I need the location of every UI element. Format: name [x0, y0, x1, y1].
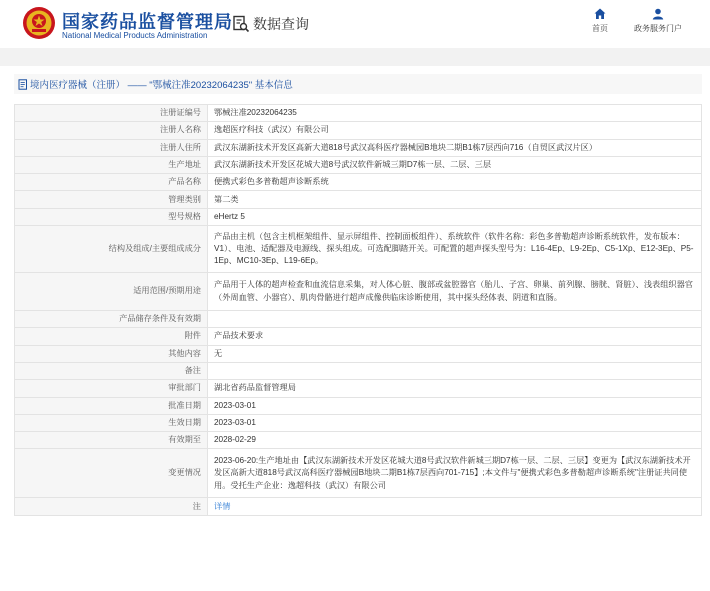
field-label: 变更情况 — [15, 449, 208, 498]
table-row — [15, 105, 702, 122]
header-divider-band — [0, 48, 710, 66]
table-row — [15, 345, 702, 362]
field-value: 无 — [208, 345, 702, 362]
table-row — [15, 122, 702, 139]
table-row — [15, 174, 702, 191]
breadcrumb — [14, 74, 702, 94]
field-value: 武汉东湖新技术开发区高新大道818号武汉高科医疗器械园B地块二期B1栋7层西向716（自贸区武汉片区） — [208, 139, 702, 156]
table-row — [15, 397, 702, 414]
field-value: 产品技术要求 — [208, 328, 702, 345]
table-row — [15, 208, 702, 225]
field-label: 注册证编号 — [15, 105, 208, 122]
table-row — [15, 139, 702, 156]
field-label: 产品储存条件及有效期 — [15, 311, 208, 328]
details-link[interactable]: 详情 — [214, 501, 231, 511]
field-label: 注册人住所 — [15, 139, 208, 156]
field-value: 2023-03-01 — [208, 414, 702, 431]
emblem-logo — [22, 6, 56, 40]
field-value — [208, 498, 702, 515]
field-value: 2023-03-01 — [208, 397, 702, 414]
field-value: eHertz 5 — [208, 208, 702, 225]
field-value: 武汉东湖新技术开发区花城大道8号武汉软件新城三期D7栋一层、二层、三层 — [208, 156, 702, 173]
field-label: 生效日期 — [15, 414, 208, 431]
site-header — [0, 0, 710, 48]
table-row — [15, 449, 702, 498]
field-label: 注册人名称 — [15, 122, 208, 139]
registration-detail-table — [14, 104, 702, 516]
table-row — [15, 362, 702, 379]
table-row — [15, 273, 702, 311]
field-value: 第二类 — [208, 191, 702, 208]
field-label: 有效期至 — [15, 432, 208, 449]
table-row — [15, 498, 702, 515]
nav-service-portal-label: 政务服务门户 — [634, 24, 682, 33]
table-row — [15, 414, 702, 431]
user-icon — [652, 8, 664, 20]
field-label: 结构及组成/主要组成成分 — [15, 226, 208, 273]
field-value — [208, 311, 702, 328]
field-value: 逸超医疗科技（武汉）有限公司 — [208, 122, 702, 139]
table-row — [15, 328, 702, 345]
data-query-title — [232, 14, 309, 34]
nav-home[interactable] — [592, 8, 608, 34]
field-label: 管理类别 — [15, 191, 208, 208]
field-label: 附件 — [15, 328, 208, 345]
table-row — [15, 226, 702, 273]
field-label: 产品名称 — [15, 174, 208, 191]
brand-title: 国家药品监督管理局 — [62, 12, 233, 32]
field-value: 2023-06-20:生产地址由【武汉东湖新技术开发区花城大道8号武汉软件新城三期D7栋一层、二层、三层】变更为【武汉东湖新技术开发区高新大道818号武汉高科医疗器械园B地块二期B1栋7层西向701-715】;本文件与"便携式彩色多普勒超声诊断系统"注册证共同使用。受托生产企业：逸超科技（武汉）有限公司 — [208, 449, 702, 498]
field-value: 便携式彩色多普勒超声诊断系统 — [208, 174, 702, 191]
brand-subtitle: National Medical Products Administration — [62, 31, 208, 40]
table-row — [15, 380, 702, 397]
nav-service-portal[interactable] — [634, 8, 682, 34]
field-label: 适用范围/预期用途 — [15, 273, 208, 311]
home-icon — [594, 8, 606, 20]
field-label: 其他内容 — [15, 345, 208, 362]
table-row — [15, 156, 702, 173]
search-document-icon — [232, 15, 250, 33]
document-icon — [18, 79, 28, 90]
field-label: 生产地址 — [15, 156, 208, 173]
field-label: 备注 — [15, 362, 208, 379]
field-label: 审批部门 — [15, 380, 208, 397]
nav-home-label: 首页 — [592, 24, 608, 33]
field-label: 注 — [15, 498, 208, 515]
breadcrumb-text: 境内医疗器械（注册） —— "鄂械注准20232064235" 基本信息 — [30, 80, 293, 91]
table-row — [15, 432, 702, 449]
field-value: 2028-02-29 — [208, 432, 702, 449]
field-value: 产品由主机（包含主机框架组件、显示屏组件、控制面板组件）、系统软件（软件名称：彩色多普勒超声诊断系统软件，发布版本：V1）、电池、适配器及电源线、探头组成。可选配脚踏开关。可配置的超声探头型号为：L16-4Ep、L9-2Ep、C5-1Xp、E12-3Ep、P5-1Ep、MC10-3Ep、L19-6Ep。 — [208, 226, 702, 273]
table-row — [15, 311, 702, 328]
field-label: 型号规格 — [15, 208, 208, 225]
field-value: 鄂械注准20232064235 — [208, 105, 702, 122]
table-row — [15, 191, 702, 208]
field-value: 产品用于人体的超声检查和血流信息采集，对人体心脏、腹部或盆腔器官（胎儿、子宫、卵巢、前列腺、膀胱、肾脏）、浅表组织器官（外周血管、小器官）、肌肉骨骼进行超声成像供临床诊断使用，其中探头经体表、阴道和直肠。 — [208, 273, 702, 311]
data-query-label: 数据查询 — [253, 16, 309, 32]
field-label: 批准日期 — [15, 397, 208, 414]
field-value: 湖北省药品监督管理局 — [208, 380, 702, 397]
field-value — [208, 362, 702, 379]
